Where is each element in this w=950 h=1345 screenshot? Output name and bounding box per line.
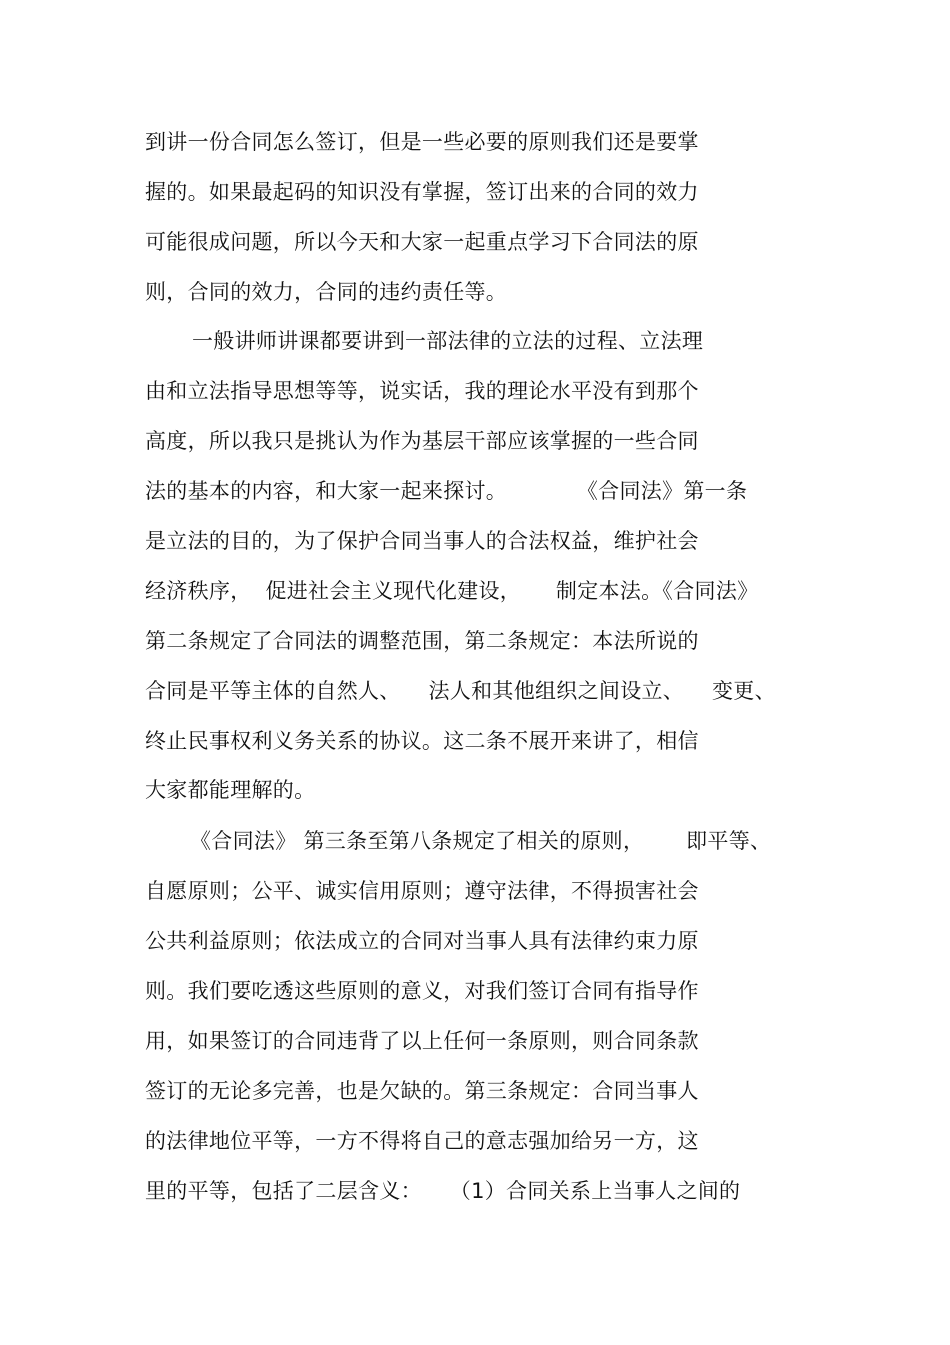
text-line: 自愿原则；公平、诚实信用原则；遵守法律，不得损害社会 — [145, 879, 699, 903]
text-line: 到讲一份合同怎么签订，但是一些必要的原则我们还是要掌 — [145, 130, 699, 154]
text-line: 用，如果签订的合同违背了以上任何一条原则，则合同条款 — [145, 1029, 699, 1053]
paragraph-first-line: 《合同法》 第三条至第八条规定了相关的原则， 即平等、 — [190, 829, 772, 853]
text-line: 的法律地位平等，一方不得将自己的意志强加给另一方，这 — [145, 1129, 699, 1153]
text-line: 第二条规定了合同法的调整范围，第二条规定：本法所说的 — [145, 629, 699, 653]
text-line: 是立法的目的，为了保护合同当事人的合法权益，维护社会 — [145, 529, 699, 553]
paragraph-first-line: 一般讲师讲课都要讲到一部法律的立法的过程、立法理 — [192, 329, 704, 353]
text-line: 签订的无论多完善，也是欠缺的。第三条规定：合同当事人 — [145, 1079, 699, 1103]
text-line: 大家都能理解的。 — [145, 778, 316, 802]
text-line: 公共利益原则；依法成立的合同对当事人具有法律约束力原 — [145, 929, 699, 953]
text-line: 则，合同的效力，合同的违约责任等。 — [145, 280, 508, 304]
text-line: 法的基本的内容，和大家一起来探讨。 《合同法》第一条 — [145, 479, 748, 503]
text-line: 则。我们要吃透这些原则的意义，对我们签订合同有指导作 — [145, 979, 699, 1003]
text-line: 里的平等，包括了二层含义： （1）合同关系上当事人之间的 — [145, 1179, 741, 1203]
text-line: 由和立法指导思想等等，说实话，我的理论水平没有到那个 — [145, 379, 699, 403]
text-line: 握的。如果最起码的知识没有掌握，签订出来的合同的效力 — [145, 180, 699, 204]
text-line: 高度，所以我只是挑认为作为基层干部应该掌握的一些合同 — [145, 429, 699, 453]
text-line: 终止民事权利义务关系的协议。这二条不展开来讲了，相信 — [145, 729, 699, 753]
text-line: 合同是平等主体的自然人、 法人和其他组织之间设立、 变更、 — [145, 679, 776, 703]
text-line: 经济秩序， 促进社会主义现代化建设， 制定本法。《合同法》 — [145, 579, 759, 603]
text-line: 可能很成问题，所以今天和大家一起重点学习下合同法的原 — [145, 230, 699, 254]
